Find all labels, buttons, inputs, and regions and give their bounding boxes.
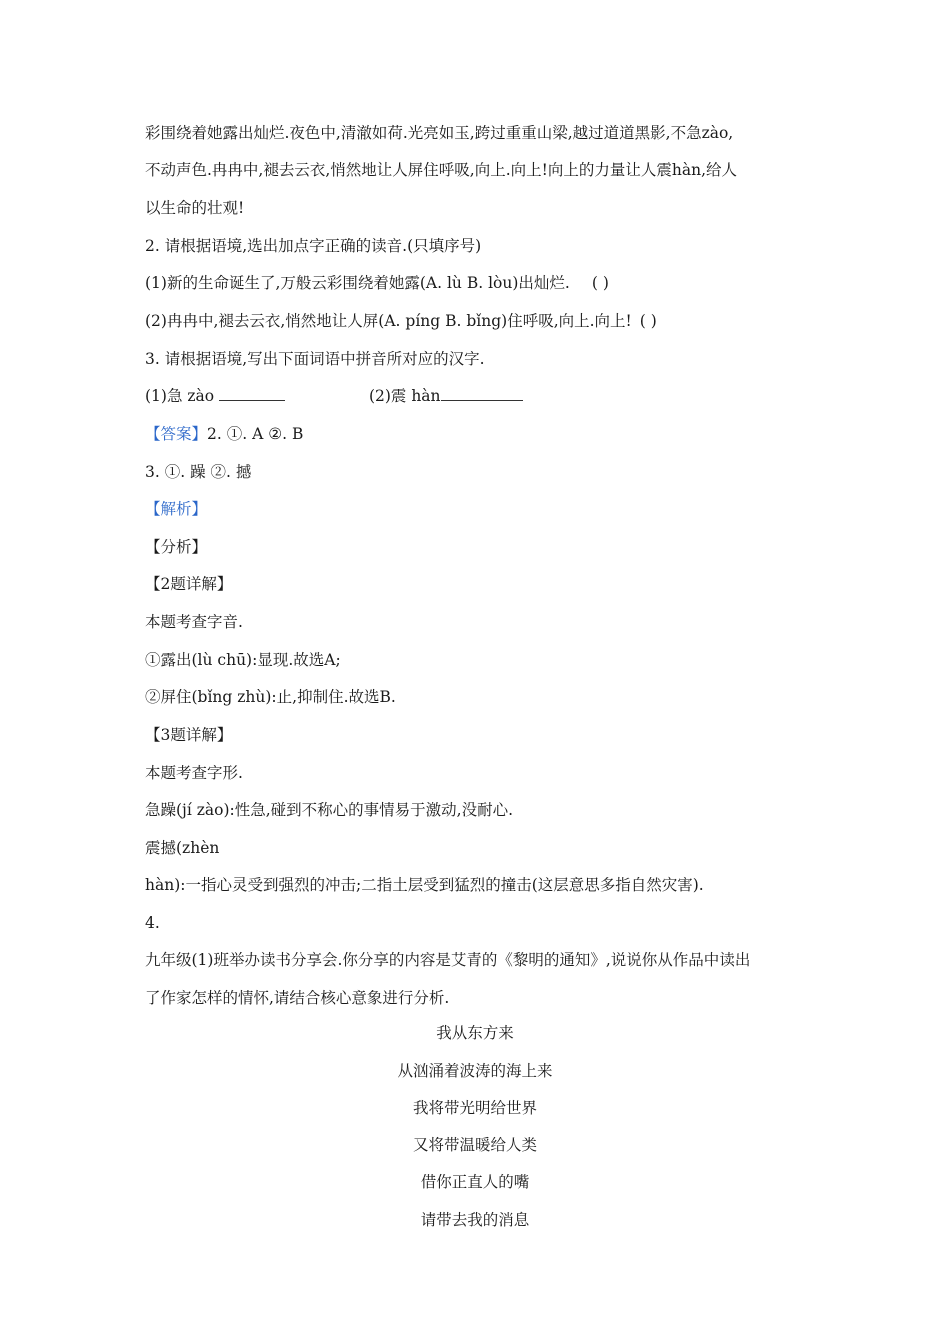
question-3-items (145, 386, 523, 406)
answer-q2: 2. ①. A ②. B (207, 425, 304, 443)
q3-detail-point-2b: hàn):一指心灵受到强烈的冲击;二指土层受到猛烈的撞击(这层意思多指自然灾害). (145, 876, 704, 894)
passage-line-1: 彩围绕着她露出灿烂.夜色中,清澈如荷.光亮如玉,跨过重重山梁,越过道道黑影,不急zào, (145, 124, 734, 142)
q2-detail-heading: 【2题详解】 (145, 575, 233, 593)
answer-line-1 (145, 424, 303, 444)
q3-detail-heading: 【3题详解】 (145, 726, 233, 744)
poem-line-6: 请带去我的消息 (420, 1211, 530, 1229)
poem-line-2: 从汹涌着波涛的海上来 (397, 1062, 553, 1080)
answer-blank-2 (441, 386, 523, 401)
question-2-item-1-paren: ( ) (591, 274, 609, 292)
question-3-stem: 3. 请根据语境,写出下面词语中拼音所对应的汉字. (145, 350, 485, 368)
passage-line-3: 以生命的壮观! (145, 199, 245, 217)
question-2-item-2-paren: ( ) (639, 312, 657, 330)
answer-blank-1 (219, 386, 285, 401)
question-2-item-2-text: (2)冉冉中,褪去云衣,悄然地让人屏(A. píng B. bǐng)住呼吸,向上.向上! (145, 312, 632, 330)
passage-line-2: 不动声色.冉冉中,褪去云衣,悄然地让人屏住呼吸,向上.向上!向上的力量让人震hàn,给人 (145, 161, 737, 179)
poem-line-4: 又将带温暖给人类 (412, 1136, 537, 1154)
poem-line-5: 借你正直人的嘴 (420, 1173, 530, 1191)
analysis-tag: 【解析】 (145, 500, 208, 518)
question-3-item-1: (1)急 zào (145, 387, 215, 405)
question-2-stem: 2. 请根据语境,选出加点字正确的读音.(只填序号) (145, 237, 482, 255)
question-3-item-2: (2)震 hàn (368, 387, 441, 405)
question-4-number: 4. (145, 914, 160, 932)
answer-tag: 【答案】 (145, 425, 208, 443)
question-4-stem-line-2: 了作家怎样的情怀,请结合核心意象进行分析. (145, 989, 450, 1007)
analysis-fenxi: 【分析】 (145, 538, 208, 556)
question-2-item-2 (145, 311, 657, 331)
question-2-item-1 (145, 273, 609, 293)
q2-detail-intro: 本题考查字音. (145, 613, 243, 631)
poem-line-3: 我将带光明给世界 (412, 1099, 537, 1117)
question-4-stem-line-1: 九年级(1)班举办读书分享会.你分享的内容是艾青的《黎明的通知》,说说你从作品中读出 (145, 951, 751, 969)
poem-line-1: 我从东方来 (436, 1024, 514, 1042)
q3-detail-point-1: 急躁(jí zào):性急,碰到不称心的事情易于激动,没耐心. (145, 801, 514, 819)
q3-detail-point-2a: 震撼(zhèn (145, 839, 220, 857)
answer-q3: 3. ①. 躁 ②. 撼 (145, 463, 252, 481)
question-2-item-1-text: (1)新的生命诞生了,万般云彩围绕着她露(A. lù B. lòu)出灿烂. (145, 274, 570, 292)
q3-detail-intro: 本题考查字形. (145, 764, 243, 782)
q2-detail-point-2: ②屏住(bǐng zhù):止,抑制住.故选B. (145, 688, 396, 706)
q2-detail-point-1: ①露出(lù chū):显现.故选A; (145, 651, 341, 669)
